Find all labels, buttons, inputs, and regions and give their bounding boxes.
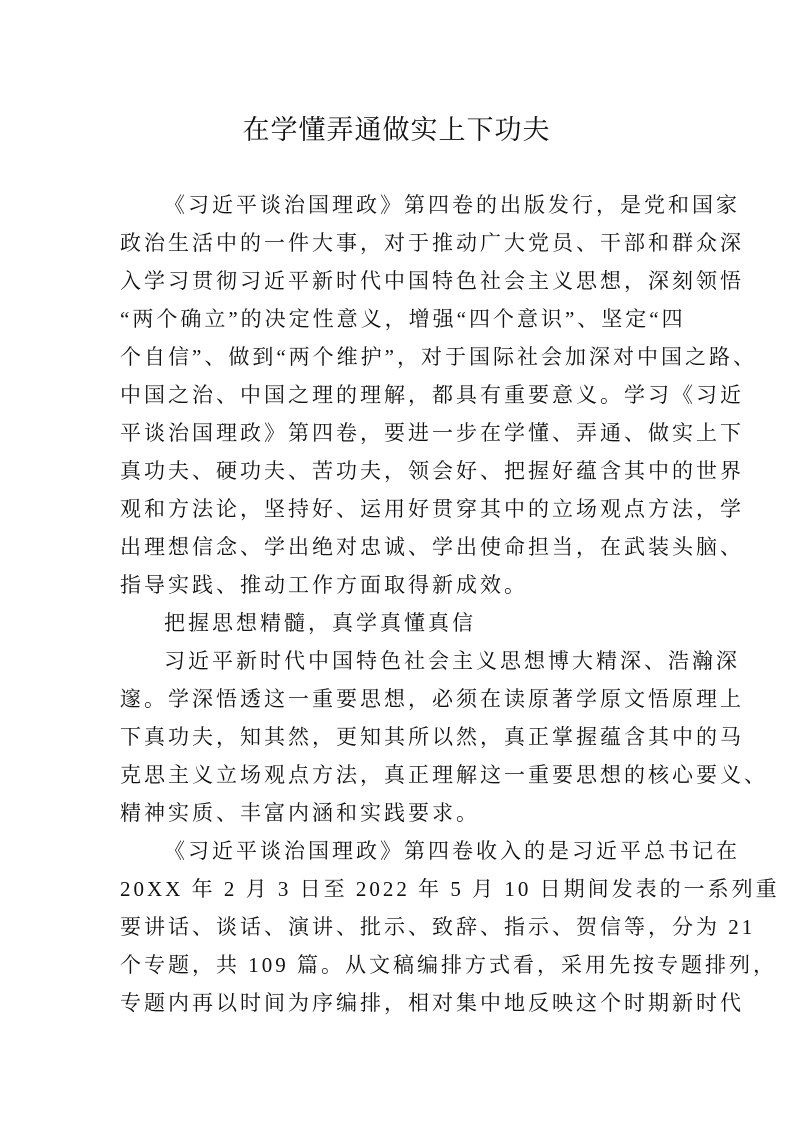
text-line: 20XX 年 2 月 3 日至 2022 年 5 月 10 日期间发表的一系列重 [120, 877, 780, 901]
text-line: 克思主义立场观点方法，真正理解这一重要思想的核心要义、 [120, 763, 768, 787]
text-line: 把握思想精髓，真学真懂真信 [164, 611, 476, 635]
text-line: “两个确立”的决定性意义，增强“四个意识”、坚定“四 [120, 307, 686, 331]
text-line: 真功夫、硬功夫、苦功夫，领会好、把握好蕴含其中的世界 [120, 459, 744, 483]
text-line: 指导实践、推动工作方面取得新成效。 [120, 573, 528, 597]
text-line: 专题内再以时间为序编排，相对集中地反映这个时期新时代 [120, 991, 744, 1015]
text-line: 中国之治、中国之理的理解，都具有重要意义。学习《习近 [120, 383, 744, 407]
text-line: 政治生活中的一件大事，对于推动广大党员、干部和群众深 [120, 231, 744, 255]
text-line: 出理想信念、学出绝对忠诚、学出使命担当，在武装头脑、 [120, 535, 744, 559]
text-line: 下真功夫，知其然，更知其所以然，真正掌握蕴含其中的马 [120, 725, 744, 749]
text-line: 习近平新时代中国特色社会主义思想博大精深、浩瀚深 [164, 649, 740, 673]
text-line: 精神实质、丰富内涵和实践要求。 [120, 801, 480, 825]
text-line: 入学习贯彻习近平新时代中国特色社会主义思想，深刻领悟 [120, 269, 744, 293]
text-line: 《习近平谈治国理政》第四卷的出版发行，是党和国家 [164, 193, 740, 217]
text-line: 要讲话、谈话、演讲、批示、致辞、指示、贺信等，分为 21 [120, 915, 756, 939]
text-line: 邃。学深悟透这一重要思想，必须在读原著学原文悟原理上 [120, 687, 744, 711]
text-line: 个专题，共 109 篇。从文稿编排方式看，采用先按专题排列， [120, 953, 777, 977]
document-title: 在学懂弄通做实上下功夫 [242, 115, 551, 145]
text-line: 平谈治国理政》第四卷，要进一步在学懂、弄通、做实上下 [120, 421, 744, 445]
text-line: 个自信”、做到“两个维护”，对于国际社会加深对中国之路、 [120, 345, 757, 369]
text-line: 《习近平谈治国理政》第四卷收入的是习近平总书记在 [164, 839, 740, 863]
text-line: 观和方法论，坚持好、运用好贯穿其中的立场观点方法，学 [120, 497, 744, 521]
document-body [120, 186, 780, 1022]
